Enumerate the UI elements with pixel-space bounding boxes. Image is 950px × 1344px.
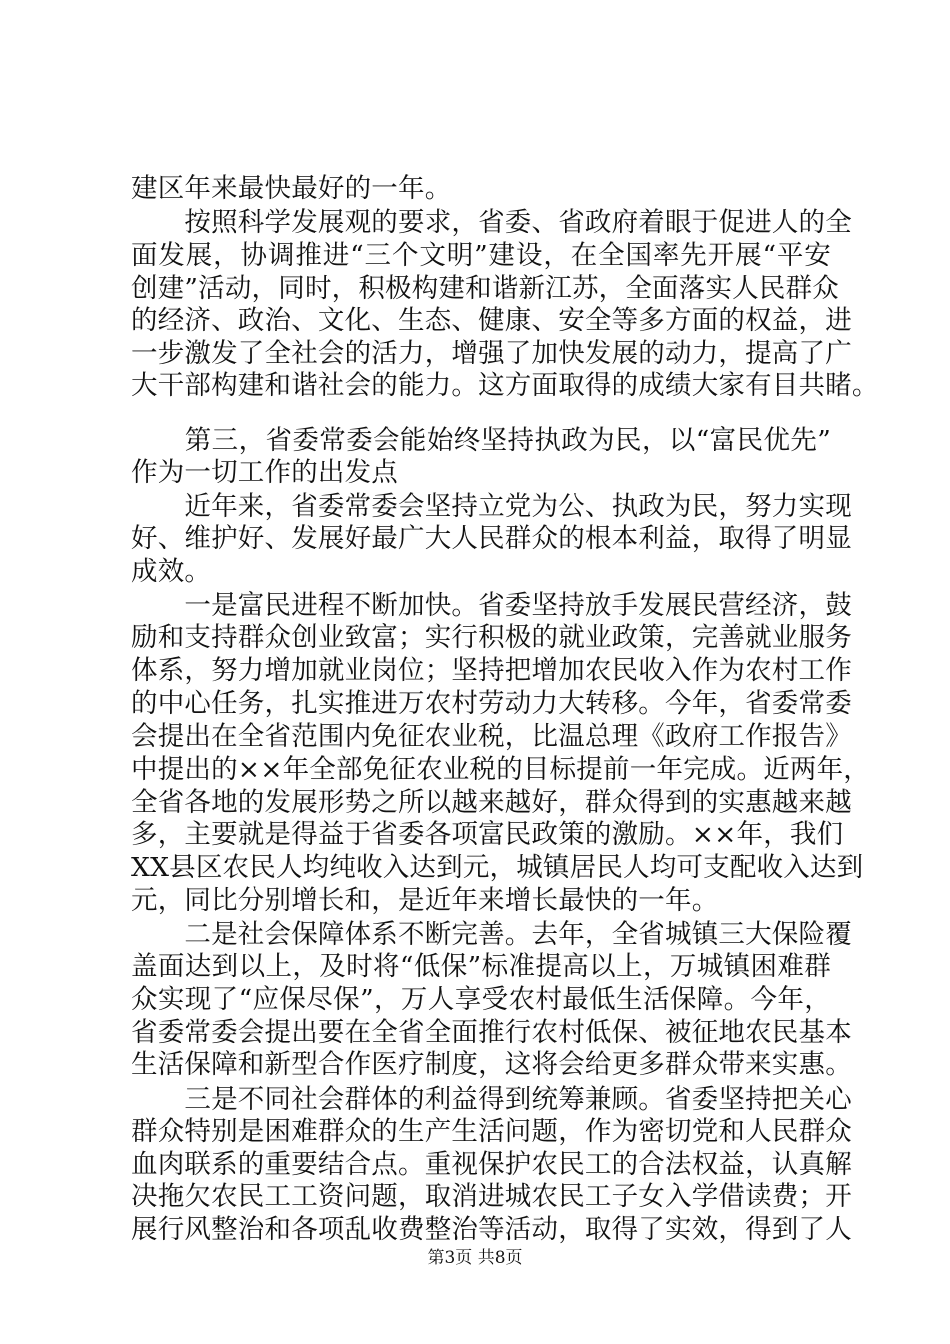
text-line: 体系，努力增加就业岗位；坚持把增加农民收入作为农村工作 [131, 655, 852, 686]
text-line: 近年来，省委常委会坚持立党为公、执政为民，努力实现 [131, 491, 852, 522]
text-line: 一步激发了全社会的活力，增强了加快发展的动力，提高了广 [131, 338, 852, 369]
text-line: 创建”活动，同时，积极构建和谐新江苏，全面落实人民群众 [131, 273, 839, 304]
text-line: 的经济、政治、文化、生态、健康、安全等多方面的权益，进 [131, 305, 852, 336]
text-line: 成效。 [131, 556, 212, 587]
text-line: 群众特别是困难群众的生产生活问题，作为密切党和人民群众 [131, 1116, 852, 1147]
text-line: XX县区农民人均纯收入达到元，城镇居民人均可支配收入达到 [131, 852, 864, 883]
text-line: 省委常委会提出要在全省全面推行农村低保、被征地农民基本 [131, 1017, 852, 1048]
text-line: 生活保障和新型合作医疗制度，这将会给更多群众带来实惠。 [131, 1049, 852, 1080]
text-line: 三是不同社会群体的利益得到统筹兼顾。省委坚持把关心 [131, 1084, 852, 1115]
text-line: 建区年来最快最好的一年。 [131, 173, 452, 204]
text-line: 决拖欠农民工工资问题，取消进城农民工子女入学借读费；开 [131, 1181, 852, 1212]
page-number: 第3页 共8页 [427, 1248, 523, 1268]
text-line: 众实现了“应保尽保”，万人享受农村最低生活保障。今年， [131, 984, 831, 1015]
text-line: 盖面达到以上，及时将“低保”标准提高以上，万城镇困难群 [131, 951, 831, 982]
text-line: 二是社会保障体系不断完善。去年，全省城镇三大保险覆 [131, 919, 852, 950]
text-line: 全省各地的发展形势之所以越来越好，群众得到的实惠越来越 [131, 787, 852, 818]
text-line: 元，同比分别增长和，是近年来增长最快的一年。 [131, 885, 719, 916]
text-line: 会提出在全省范围内免征农业税，比温总理《政府工作报告》 [131, 721, 852, 752]
text-line: 一是富民进程不断加快。省委坚持放手发展民营经济，鼓 [131, 590, 852, 621]
section-heading: 作为一切工作的出发点 [131, 457, 398, 488]
text-line: 血肉联系的重要结合点。重视保护农民工的合法权益，认真解 [131, 1149, 852, 1180]
text-line: 按照科学发展观的要求，省委、省政府着眼于促进人的全 [131, 207, 852, 238]
text-line: 面发展，协调推进“三个文明”建设，在全国率先开展“平安 [131, 240, 831, 271]
text-line: 大干部构建和谐社会的能力。这方面取得的成绩大家有目共睹。 [131, 370, 879, 401]
text-line: 展行风整治和各项乱收费整治等活动，取得了实效，得到了人 [131, 1214, 852, 1245]
text-line: 多，主要就是得益于省委各项富民政策的激励。××年，我们 [131, 819, 844, 850]
text-line: 的中心任务，扎实推进万农村劳动力大转移。今年，省委常委 [131, 688, 852, 719]
text-line: 好、维护好、发展好最广大人民群众的根本利益，取得了明显 [131, 523, 852, 554]
page-footer [0, 1247, 950, 1269]
section-heading: 第三，省委常委会能始终坚持执政为民，以“富民优先” [131, 425, 831, 456]
text-line: 励和支持群众创业致富；实行积极的就业政策，完善就业服务 [131, 622, 852, 653]
text-line: 中提出的××年全部免征农业税的目标提前一年完成。近两年， [131, 754, 871, 785]
